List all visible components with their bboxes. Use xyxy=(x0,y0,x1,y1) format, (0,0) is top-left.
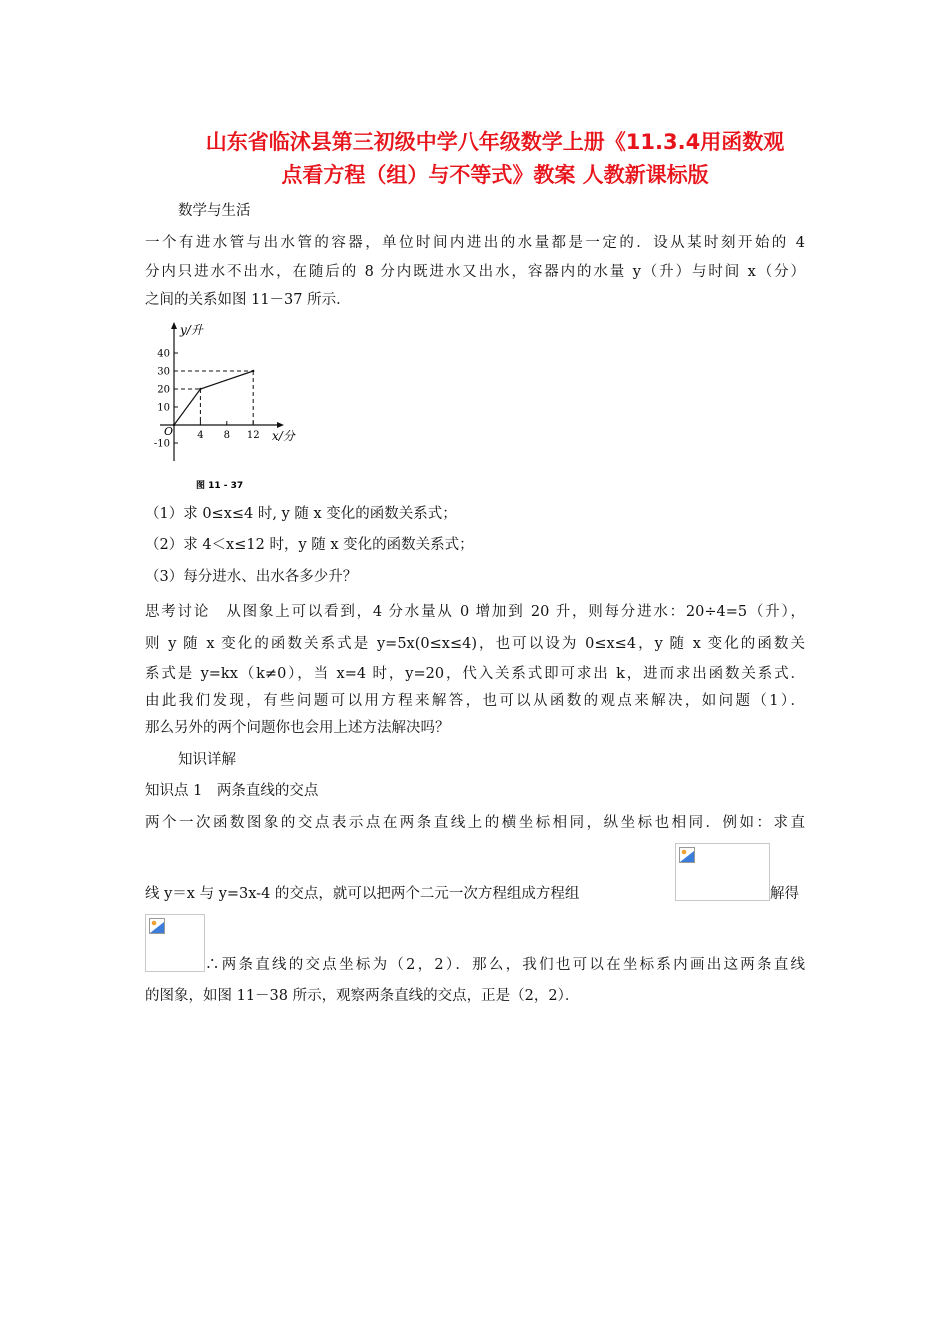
question-1: （1）求 0≤x≤4 时, y 随 x 变化的函数关系式； xyxy=(145,506,457,522)
y-tick-label: 30 xyxy=(157,366,170,378)
data-point xyxy=(252,370,254,372)
water-volume-line xyxy=(174,371,253,425)
x-tick-label: 4 xyxy=(197,430,204,441)
discussion-line-1: 思考讨论 从图象上可以看到，4 分水量从 0 增加到 20 升，则每分进水：20÷4=5（升）， xyxy=(145,604,805,620)
solution-image xyxy=(145,914,205,972)
data-point xyxy=(173,424,175,426)
discussion-line-5: 那么另外的两个问题你也会用上述方法解决吗？ xyxy=(145,720,450,736)
y-tick-label: -10 xyxy=(153,438,170,450)
broken-image-icon xyxy=(679,847,695,863)
discussion-line-2: 则 y 随 x 变化的函数关系式是 y=5x(0≤x≤4)，也可以设为 0≤x≤4，y 随 x 变化的函数关 xyxy=(145,636,805,652)
discussion-line-3: 系式是 y=kx（k≠0），当 x=4 时，y=20，代入关系式即可求出 k，进而求出函数关系式． xyxy=(145,666,805,682)
intro-line-1: 一个有进水管与出水管的容器，单位时间内进出的水量都是一定的．设从某时刻开始的 4 xyxy=(145,235,805,251)
y-tick-label: 40 xyxy=(157,348,170,360)
body-line-4: 的图象，如图 11－38 所示，观察两条直线的交点，正是（2，2）． xyxy=(145,988,580,1004)
data-point xyxy=(199,388,201,390)
knowledge-point-1-heading: 知识点 1 两条直线的交点 xyxy=(145,783,319,799)
section-heading-knowledge: 知识详解 xyxy=(178,752,236,768)
discussion-line-4: 由此我们发现，有些问题可以用方程来解答，也可以从函数的观点来解决，如问题（1）． xyxy=(145,693,805,709)
body-line-3: ∴两条直线的交点坐标为（2，2）．那么，我们也可以在坐标系内画出这两条直线 xyxy=(205,957,805,973)
question-3: （3）每分进水、出水各多少升？ xyxy=(145,569,358,585)
origin-label: O xyxy=(164,425,174,438)
body-line-1: 两个一次函数图象的交点表示点在两条直线上的横坐标相同，纵坐标也相同．例如：求直 xyxy=(145,815,805,831)
x-tick-label: 8 xyxy=(223,430,230,441)
intro-line-3: 之间的关系如图 11－37 所示． xyxy=(145,292,351,308)
broken-image-icon xyxy=(149,918,165,934)
equation-system-image xyxy=(675,843,770,901)
y-axis-label: y/升 xyxy=(180,323,203,337)
body-line-2-solve: 解得 xyxy=(770,886,799,902)
body-line-2: 线 y＝x 与 y=3x-4 的交点，就可以把两个二元一次方程组成方程组 xyxy=(145,886,580,902)
x-axis-label: x/分 xyxy=(272,429,295,443)
x-axis-arrow xyxy=(277,422,284,428)
y-tick-label: 20 xyxy=(157,384,170,396)
question-2: （2）求 4＜x≤12 时，y 随 x 变化的函数关系式； xyxy=(145,537,474,553)
document-title-line2: 点看方程（组）与不等式》教案 人教新课标版 xyxy=(281,163,709,187)
section-heading-math-life: 数学与生活 xyxy=(178,203,251,219)
document-title-line1: 山东省临沭县第三初级中学八年级数学上册《11.3.4用函数观 xyxy=(205,130,785,154)
y-tick-label: 10 xyxy=(157,402,170,414)
intro-line-2: 分内只进水不出水，在随后的 8 分内既进水又出水，容器内的水量 y（升）与时间 x（分） xyxy=(145,264,805,280)
figure-caption: 图 11 - 37 xyxy=(196,481,244,491)
x-tick-label: 12 xyxy=(246,430,260,441)
y-axis-arrow xyxy=(171,322,177,329)
function-graph-figure xyxy=(140,318,310,498)
